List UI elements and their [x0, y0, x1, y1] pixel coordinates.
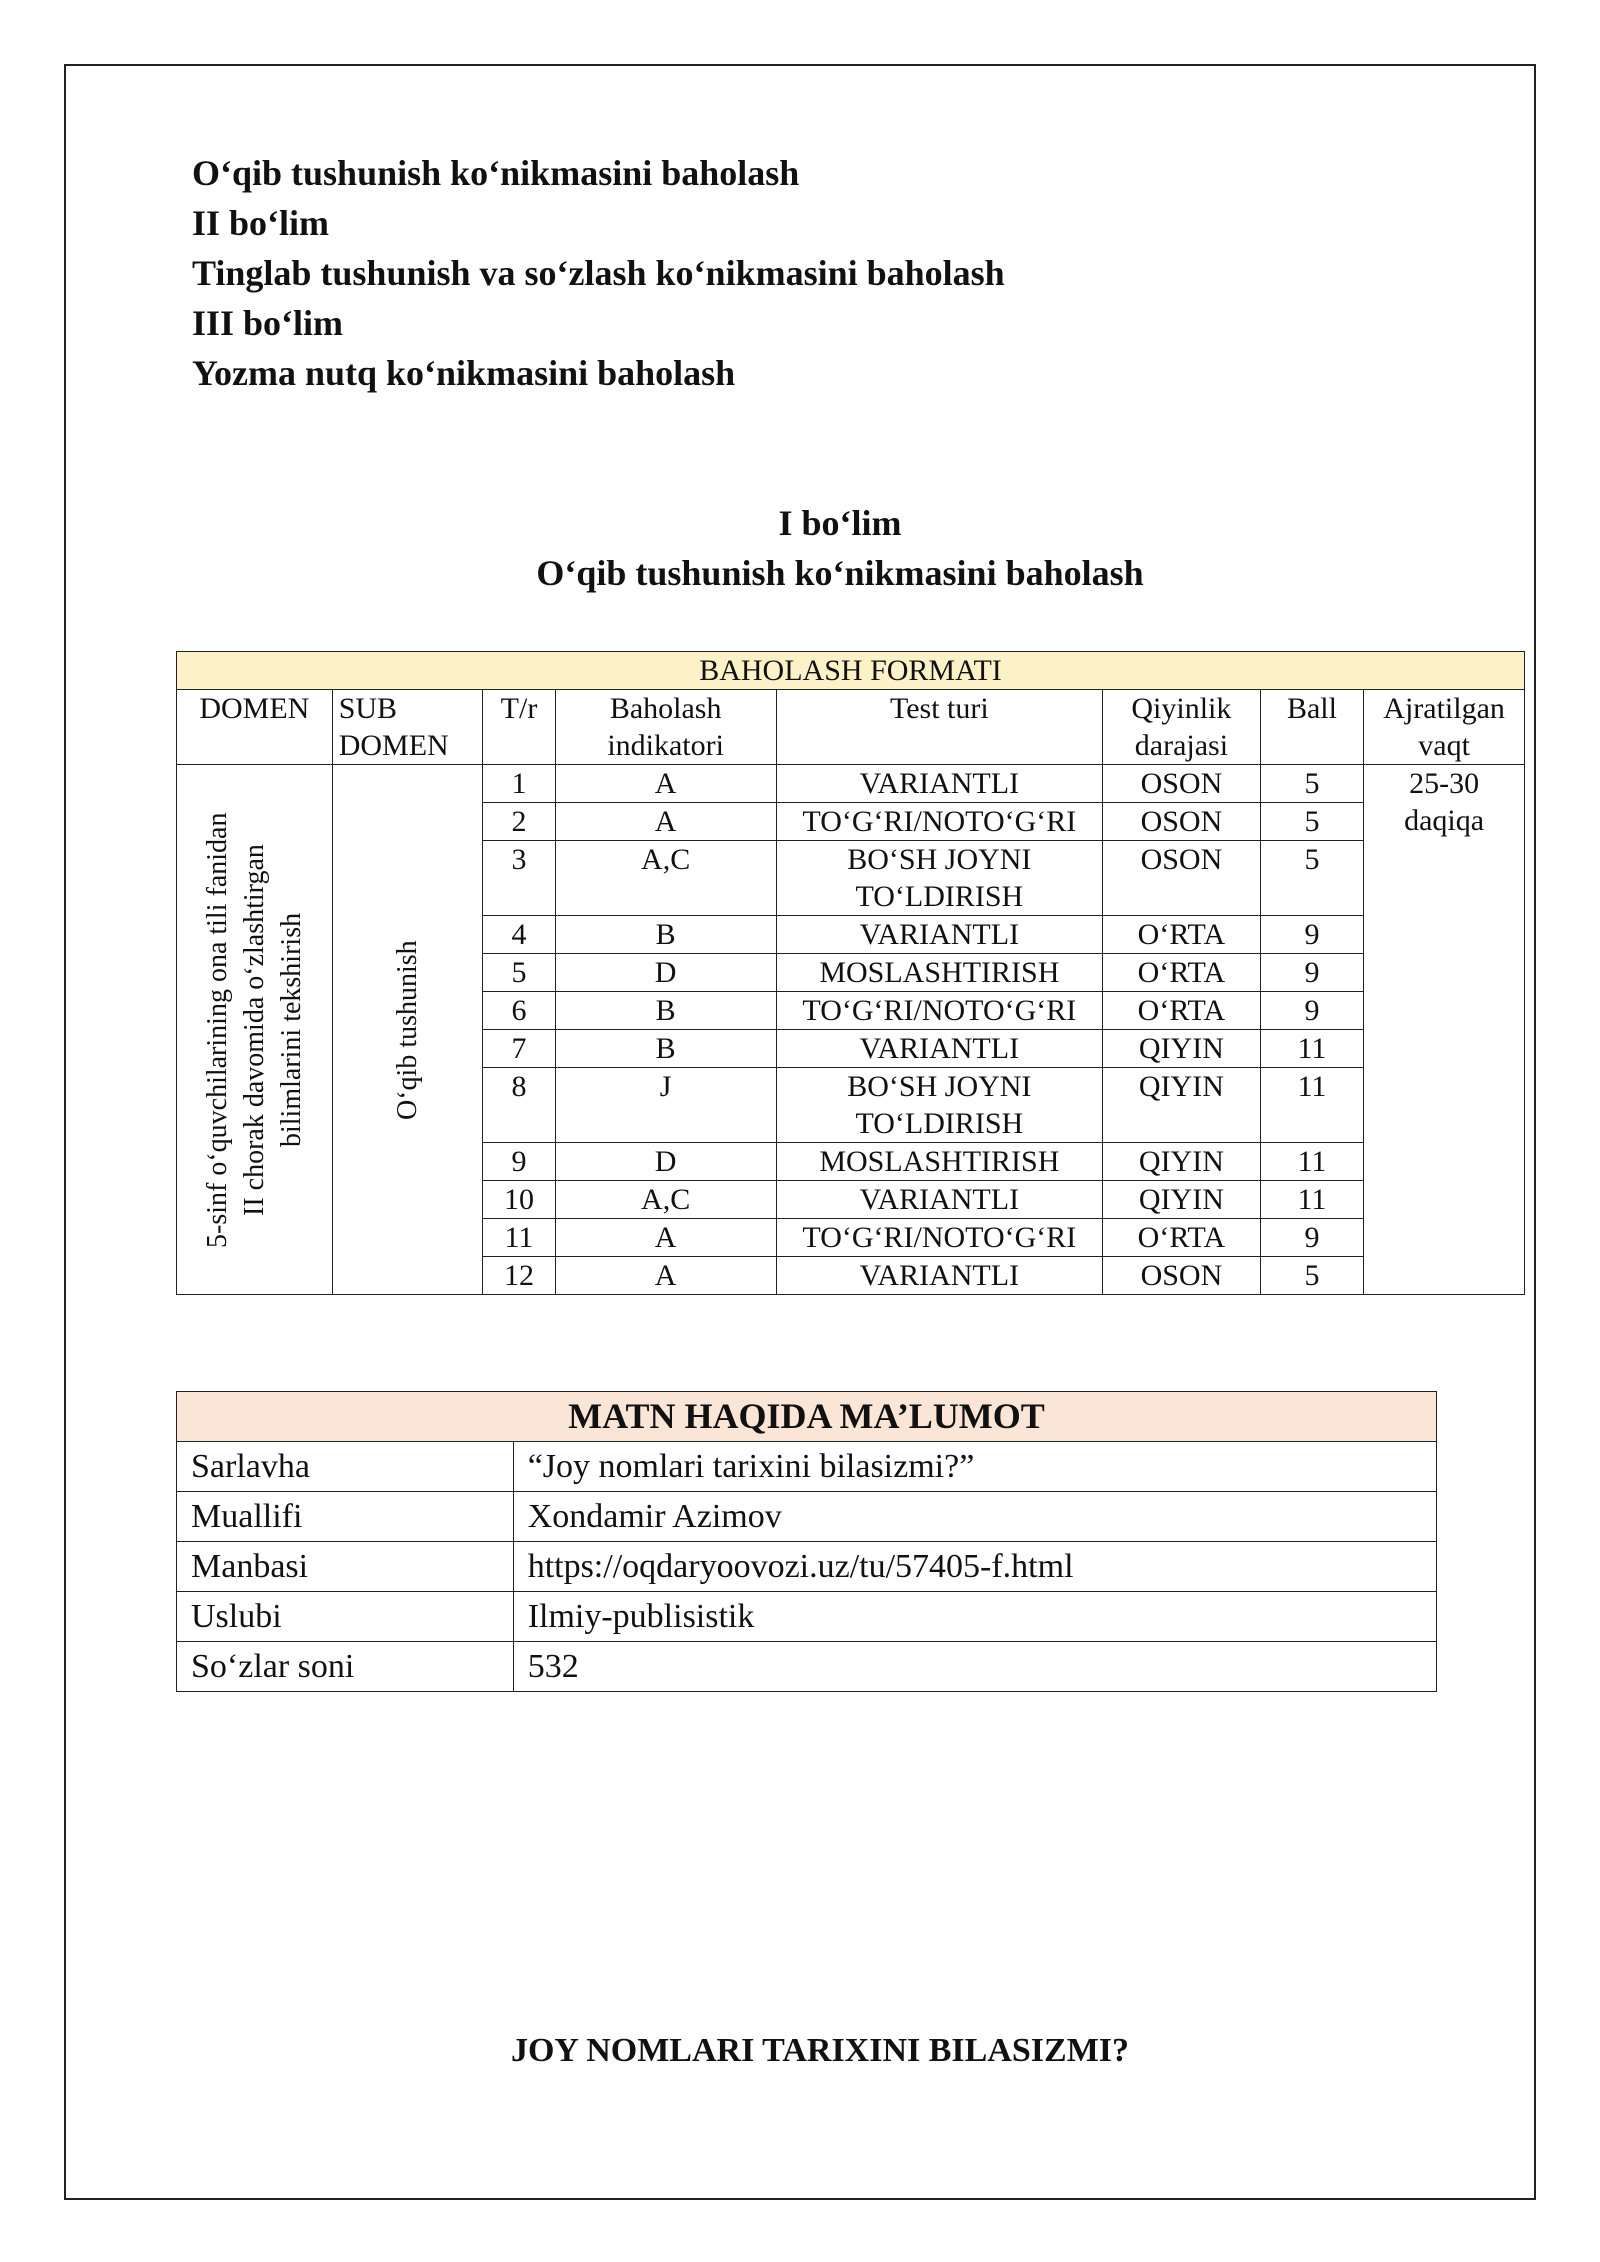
section-subtitle: O‘qib tushunish ko‘nikmasini baholash — [536, 553, 1144, 593]
info-row — [177, 1442, 1437, 1492]
info-label: So‘zlar soni — [177, 1642, 514, 1692]
cell-ball: 11 — [1260, 1030, 1363, 1068]
cell-difficulty: OSON — [1103, 1257, 1261, 1295]
info-label: Muallifi — [177, 1492, 514, 1542]
cell-test-type: TO‘G‘RI/NOTO‘G‘RI — [776, 1219, 1102, 1257]
cell-indicator: B — [555, 916, 776, 954]
section-heading — [0, 498, 1600, 598]
cell-indicator: J — [555, 1068, 776, 1143]
cell-tr: 12 — [483, 1257, 555, 1295]
cell-ball: 9 — [1260, 992, 1363, 1030]
intro-line: III bo‘lim — [192, 303, 344, 343]
header-ball: Ball — [1260, 690, 1363, 765]
header-tr: T/r — [483, 690, 555, 765]
info-value: https://oqdaryoovozi.uz/tu/57405-f.html — [513, 1542, 1436, 1592]
cell-difficulty: QIYIN — [1103, 1143, 1261, 1181]
cell-ball: 11 — [1260, 1143, 1363, 1181]
cell-difficulty: QIYIN — [1103, 1181, 1261, 1219]
cell-indicator: D — [555, 954, 776, 992]
cell-tr: 5 — [483, 954, 555, 992]
cell-tr: 7 — [483, 1030, 555, 1068]
cell-indicator: A — [555, 1257, 776, 1295]
domain-line: II chorak davomida o‘zlashtirgan — [238, 843, 270, 1216]
header-test-type: Test turi — [776, 690, 1102, 765]
cell-test-type: VARIANTLI — [776, 1257, 1102, 1295]
cell-test-type: TO‘G‘RI/NOTO‘G‘RI — [776, 992, 1102, 1030]
format-table-title: BAHOLASH FORMATI — [177, 652, 1525, 690]
cell-indicator: A — [555, 1219, 776, 1257]
info-value: Xondamir Azimov — [513, 1492, 1436, 1542]
text-title: JOY NOMLARI TARIXINI BILASIZMI? — [510, 2032, 1130, 2069]
info-row — [177, 1592, 1437, 1642]
cell-difficulty: OSON — [1103, 841, 1261, 916]
intro-line: II bo‘lim — [192, 203, 330, 243]
info-row — [177, 1542, 1437, 1592]
intro-line: O‘qib tushunish ko‘nikmasini baholash — [192, 153, 800, 193]
header-domain: DOMEN — [177, 690, 333, 765]
cell-tr: 6 — [483, 992, 555, 1030]
cell-indicator: A — [555, 803, 776, 841]
time-line: 25-30 — [1409, 767, 1480, 800]
time-cell — [1364, 765, 1525, 1295]
domain-line: 5-sinf o‘quvchilarining ona tili fanidan — [201, 811, 233, 1248]
cell-difficulty: OSON — [1103, 765, 1261, 803]
cell-test-type: VARIANTLI — [776, 1030, 1102, 1068]
cell-tr: 9 — [483, 1143, 555, 1181]
cell-indicator: A — [555, 765, 776, 803]
format-table-body — [177, 765, 1525, 1295]
sub-domain-cell — [332, 765, 483, 1295]
info-row — [177, 1492, 1437, 1542]
header-sub-domain: SUB DOMEN — [332, 690, 483, 765]
section-title: I bo‘lim — [778, 503, 902, 543]
cell-ball: 9 — [1260, 916, 1363, 954]
cell-tr: 2 — [483, 803, 555, 841]
text-info-table — [176, 1391, 1437, 1692]
info-label: Sarlavha — [177, 1442, 514, 1492]
cell-difficulty: O‘RTA — [1103, 916, 1261, 954]
header-indicator: Baholash indikatori — [555, 690, 776, 765]
header-time: Ajratilgan vaqt — [1364, 690, 1525, 765]
cell-difficulty: QIYIN — [1103, 1030, 1261, 1068]
info-value: 532 — [513, 1642, 1436, 1692]
cell-test-type: BO‘SH JOYNI TO‘LDIRISH — [776, 1068, 1102, 1143]
cell-ball: 5 — [1260, 1257, 1363, 1295]
info-row — [177, 1642, 1437, 1692]
time-line: daqiqa — [1404, 804, 1485, 837]
cell-indicator: B — [555, 1030, 776, 1068]
cell-difficulty: QIYIN — [1103, 1068, 1261, 1143]
info-label: Manbasi — [177, 1542, 514, 1592]
cell-ball: 11 — [1260, 1068, 1363, 1143]
cell-ball: 5 — [1260, 841, 1363, 916]
cell-ball: 5 — [1260, 803, 1363, 841]
info-value: “Joy nomlari tarixini bilasizmi?” — [513, 1442, 1436, 1492]
cell-tr: 10 — [483, 1181, 555, 1219]
domain-text — [199, 775, 310, 1285]
cell-tr: 1 — [483, 765, 555, 803]
cell-tr: 4 — [483, 916, 555, 954]
intro-list — [192, 148, 1005, 398]
cell-indicator: B — [555, 992, 776, 1030]
cell-difficulty: OSON — [1103, 803, 1261, 841]
cell-tr: 11 — [483, 1219, 555, 1257]
header-difficulty: Qiyinlik darajasi — [1103, 690, 1261, 765]
cell-difficulty: O‘RTA — [1103, 1219, 1261, 1257]
cell-ball: 5 — [1260, 765, 1363, 803]
cell-test-type: BO‘SH JOYNI TO‘LDIRISH — [776, 841, 1102, 916]
cell-test-type: VARIANTLI — [776, 1181, 1102, 1219]
info-table-title: MATN HAQIDA MA’LUMOT — [177, 1392, 1437, 1442]
cell-difficulty: O‘RTA — [1103, 992, 1261, 1030]
cell-test-type: MOSLASHTIRISH — [776, 954, 1102, 992]
cell-indicator: A,C — [555, 841, 776, 916]
info-table-body — [177, 1442, 1437, 1692]
info-value: Ilmiy-publisistik — [513, 1592, 1436, 1642]
cell-test-type: TO‘G‘RI/NOTO‘G‘RI — [776, 803, 1102, 841]
cell-ball: 11 — [1260, 1181, 1363, 1219]
assessment-format-table — [176, 651, 1525, 1295]
table-row — [177, 765, 1525, 803]
cell-test-type: MOSLASHTIRISH — [776, 1143, 1102, 1181]
domain-line: bilimlarini tekshirish — [275, 912, 307, 1147]
cell-test-type: VARIANTLI — [776, 765, 1102, 803]
intro-line: Tinglab tushunish va so‘zlash ko‘nikmasini baholash — [192, 253, 1005, 293]
cell-indicator: A,C — [555, 1181, 776, 1219]
sub-domain-text: O‘qib tushunish — [392, 939, 424, 1120]
cell-ball: 9 — [1260, 954, 1363, 992]
cell-tr: 3 — [483, 841, 555, 916]
cell-tr: 8 — [483, 1068, 555, 1143]
cell-difficulty: O‘RTA — [1103, 954, 1261, 992]
cell-test-type: VARIANTLI — [776, 916, 1102, 954]
info-label: Uslubi — [177, 1592, 514, 1642]
cell-ball: 9 — [1260, 1219, 1363, 1257]
intro-line: Yozma nutq ko‘nikmasini baholash — [192, 353, 736, 393]
cell-indicator: D — [555, 1143, 776, 1181]
domain-cell — [177, 765, 333, 1295]
